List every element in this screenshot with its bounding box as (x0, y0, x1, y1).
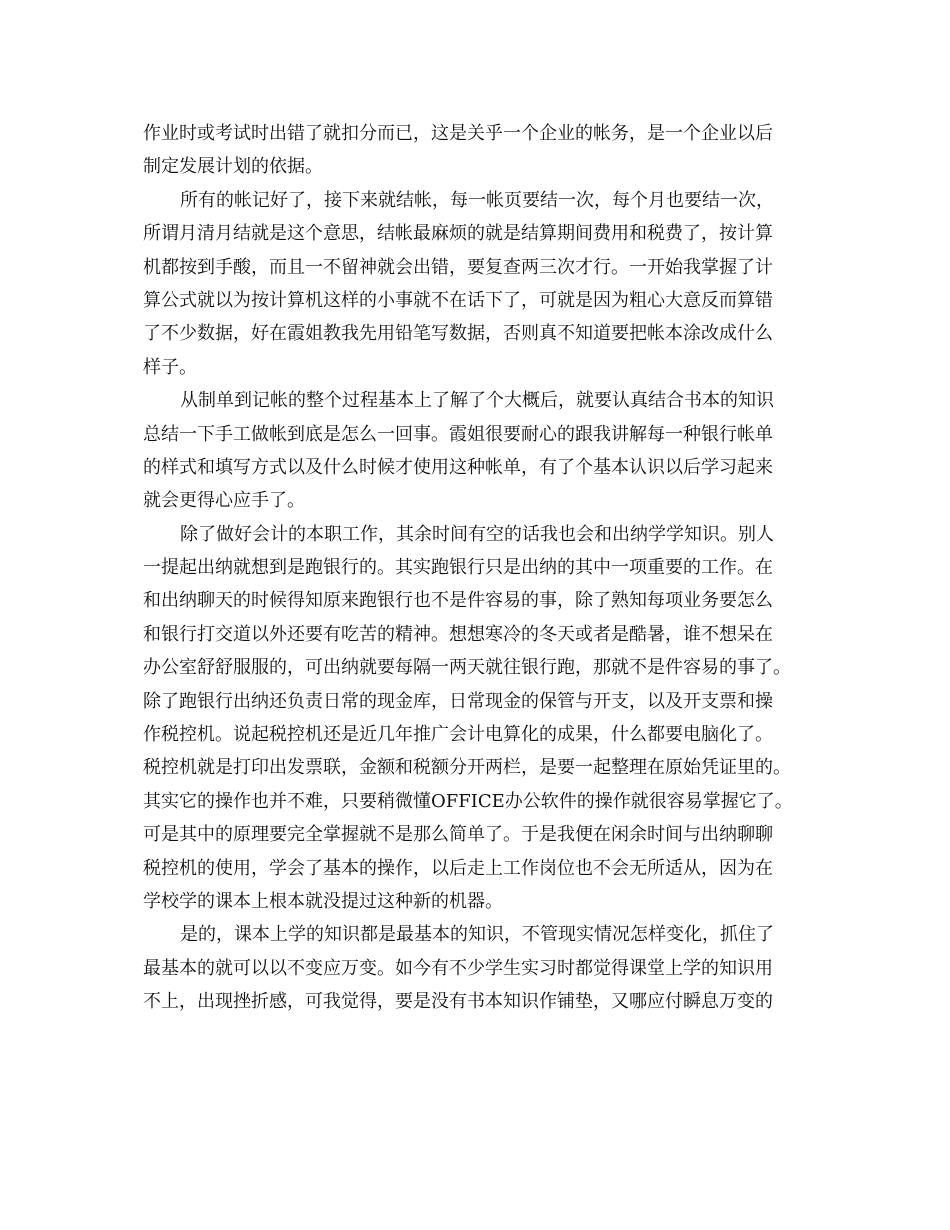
text-line: 最基本的就可以以不变应万变。如今有不少学生实习时都觉得课堂上学的知识用 (143, 957, 773, 979)
paragraph-first-line: 所有的帐记好了，接下来就结帐，每一帐页要结一次，每个月也要结一次， (180, 189, 774, 211)
text-line: 一提起出纳就想到是跑银行的。其实跑银行只是出纳的其中一项重要的工作。在 (143, 557, 773, 579)
text-line: 总结一下手工做帐到底是怎么一回事。霞姐很要耐心的跟我讲解每一种银行帐单 (143, 423, 773, 445)
text-line: 的样式和填写方式以及什么时候才使用这种帐单，有了个基本认识以后学习起来 (143, 456, 773, 478)
text-line: 学校学的课本上根本就没提过这种新的机器。 (143, 890, 503, 912)
text-line: 和出纳聊天的时候得知原来跑银行也不是件容易的事，除了熟知每项业务要怎么 (143, 590, 773, 612)
text-line: 作业时或考试时出错了就扣分而已，这是关乎一个企业的帐务，是一个企业以后 (143, 123, 773, 144)
text-line: 算公式就以为按计算机这样的小事就不在话下了，可就是因为粗心大意反而算错 (143, 289, 773, 311)
text-line: 所谓月清月结就是这个意思，结帐最麻烦的就是结算期间费用和税费了，按计算 (143, 223, 773, 245)
paragraph-first-line: 除了做好会计的本职工作，其余时间有空的话我也会和出纳学学知识。别人 (180, 523, 774, 545)
text-line: 了不少数据，好在霞姐教我先用铅笔写数据，否则真不知道要把帐本涂改成什么 (143, 323, 773, 345)
paragraph-first-line: 是的，课本上学的知识都是最基本的知识，不管现实情况怎样变化，抓住了 (180, 924, 774, 946)
text-line: 不上，出现挫折感，可我觉得，要是没有书本知识作铺垫，又哪应付瞬息万变的 (143, 991, 773, 1013)
text-line: 其实它的操作也并不难，只要稍微懂OFFICE办公软件的操作就很容易掌握它了。 (143, 790, 793, 812)
text-line: 样子。 (143, 356, 197, 378)
paragraph-first-line: 从制单到记帐的整个过程基本上了解了个大概后，就要认真结合书本的知识 (180, 390, 774, 412)
text-line: 除了跑银行出纳还负责日常的现金库，日常现金的保管与开支，以及开支票和操 (143, 690, 773, 712)
text-line: 和银行打交道以外还要有吃苦的精神。想想寒冷的冬天或者是酷暑，谁不想呆在 (143, 623, 773, 645)
text-line: 税控机就是打印出发票联，金额和税额分开两栏，是要一起整理在原始凭证里的。 (143, 757, 791, 779)
document-body (143, 117, 815, 1019)
text-line: 制定发展计划的依据。 (143, 156, 323, 178)
text-line: 就会更得心应手了。 (143, 490, 305, 512)
text-line: 办公室舒舒服服的，可出纳就要每隔一两天就往银行跑，那就不是件容易的事了。 (143, 657, 791, 679)
text-line: 作税控机。说起税控机还是近几年推广会计电算化的成果，什么都要电脑化了。 (143, 724, 773, 746)
text-line: 税控机的使用，学会了基本的操作，以后走上工作岗位也不会无所适从，因为在 (143, 857, 773, 879)
text-line: 可是其中的原理要完全掌握就不是那么简单了。于是我便在闲余时间与出纳聊聊 (143, 824, 773, 846)
text-line: 机都按到手酸，而且一不留神就会出错，要复查两三次才行。一开始我掌握了计 (143, 256, 773, 278)
